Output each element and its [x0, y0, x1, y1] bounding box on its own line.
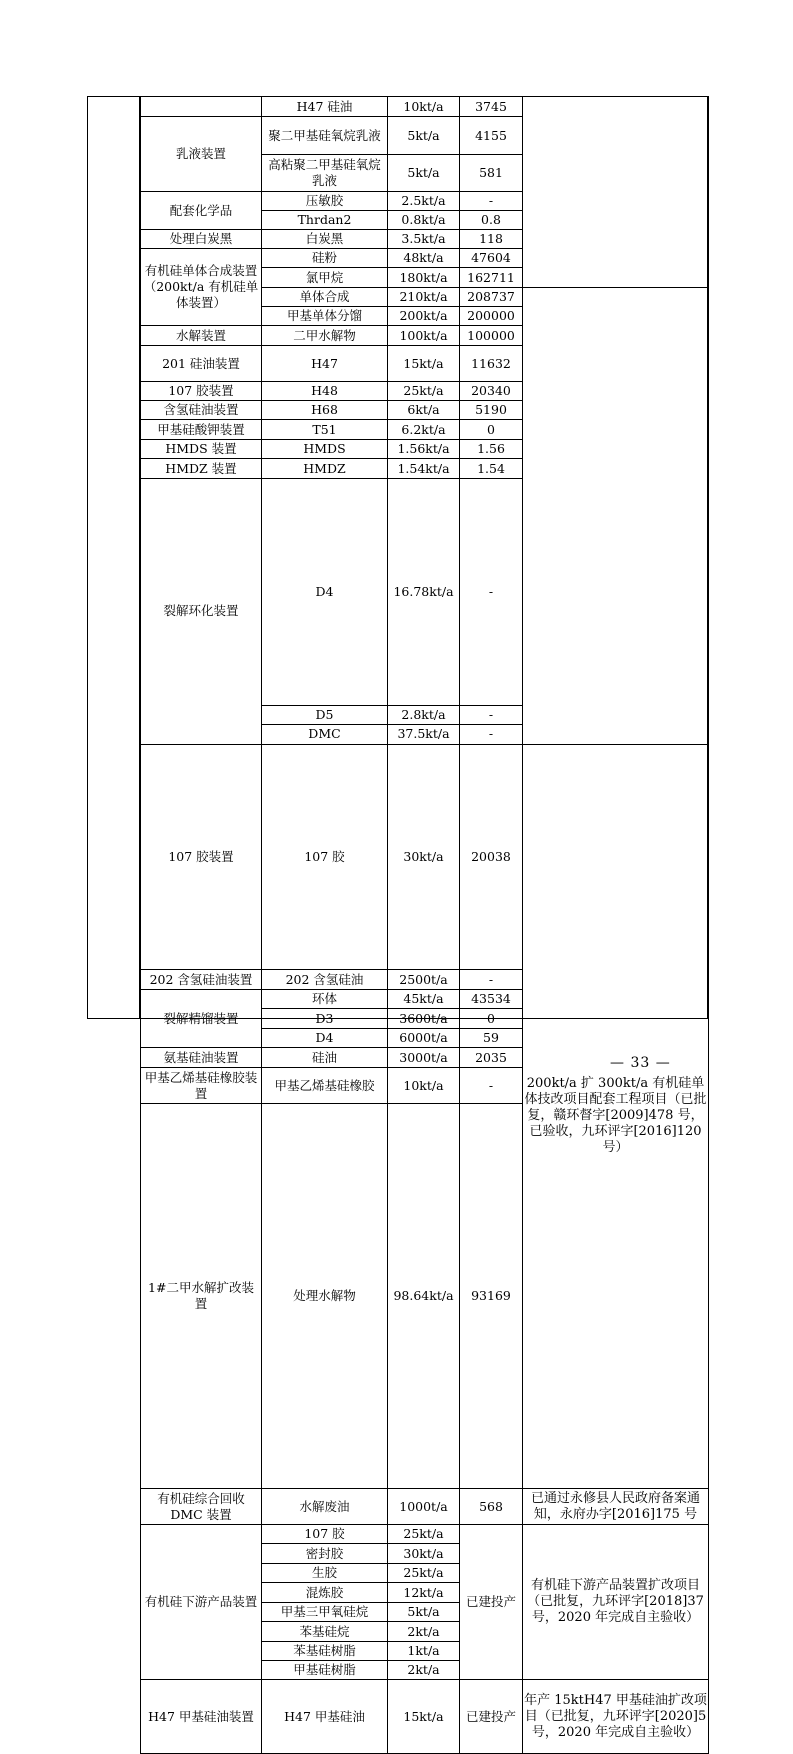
unit-cell: [141, 97, 262, 117]
note-cell: 200kt/a 扩 300kt/a 有机硅单体技改项目配套工程项目（已批复，赣环督字[2009]478 号，已验收，九环评字[2016]120 号）: [523, 744, 709, 1489]
output-cell: 2035: [460, 1048, 523, 1068]
product-cell: 氯甲烷: [262, 268, 388, 288]
output-cell: 3745: [460, 97, 523, 117]
table-row: [141, 459, 709, 479]
product-cell: T51: [262, 420, 388, 440]
product-cell: H47 硅油: [262, 97, 388, 117]
table-row: [141, 1680, 709, 1754]
capacity-cell: 180kt/a: [388, 268, 460, 288]
table-row: [141, 401, 709, 420]
capacity-cell: 25kt/a: [388, 382, 460, 401]
unit-cell: 201 硅油装置: [141, 346, 262, 382]
capacity-cell: 5kt/a: [388, 1603, 460, 1622]
table-row: [141, 346, 709, 382]
output-cell: 已建投产: [460, 1525, 523, 1680]
product-cell: D5: [262, 705, 388, 724]
output-cell: -: [460, 724, 523, 744]
table-row: [141, 479, 709, 706]
unit-cell: 裂解精馏装置: [141, 990, 262, 1048]
product-cell: HMDS: [262, 440, 388, 459]
product-cell: 单体合成: [262, 288, 388, 307]
note-cell: 已通过永修县人民政府备案通知，永府办字[2016]175 号: [523, 1489, 709, 1525]
product-cell: D4: [262, 1029, 388, 1048]
capacity-cell: 3600t/a: [388, 1009, 460, 1029]
unit-cell: 有机硅下游产品装置: [141, 1525, 262, 1680]
output-cell: 200000: [460, 307, 523, 326]
capacity-cell: 12kt/a: [388, 1583, 460, 1603]
product-cell: 甲基乙烯基硅橡胶: [262, 1068, 388, 1104]
output-cell: -: [460, 970, 523, 990]
product-cell: 高粘聚二甲基硅氧烷乳液: [262, 155, 388, 192]
table-row: [141, 420, 709, 440]
capacity-cell: 10kt/a: [388, 97, 460, 117]
product-cell: HMDZ: [262, 459, 388, 479]
production-table-body: [141, 97, 709, 1754]
product-cell: H48: [262, 382, 388, 401]
note-cell: 年产 15ktH47 甲基硅油扩改项目（已批复，九环评字[2020]5 号，2020 年完成自主验收）: [523, 1680, 709, 1754]
product-cell: 甲基硅树脂: [262, 1661, 388, 1680]
unit-cell: H47 甲基硅油装置: [141, 1680, 262, 1754]
unit-cell: HMDZ 装置: [141, 459, 262, 479]
output-cell: 已建投产: [460, 1680, 523, 1754]
table-row: [141, 1525, 709, 1544]
table-row: [141, 744, 709, 970]
product-cell: DMC: [262, 724, 388, 744]
capacity-cell: 1000t/a: [388, 1489, 460, 1525]
output-cell: 0.8: [460, 211, 523, 230]
output-cell: 100000: [460, 326, 523, 346]
output-cell: -: [460, 1068, 523, 1104]
unit-cell: 裂解环化装置: [141, 479, 262, 745]
capacity-cell: 30kt/a: [388, 744, 460, 970]
product-cell: H47 甲基硅油: [262, 1680, 388, 1754]
table-row: [141, 97, 709, 117]
product-cell: H47: [262, 346, 388, 382]
product-cell: 甲基单体分馏: [262, 307, 388, 326]
capacity-cell: 5kt/a: [388, 155, 460, 192]
unit-cell: HMDS 装置: [141, 440, 262, 459]
product-cell: 二甲水解物: [262, 326, 388, 346]
capacity-cell: 30kt/a: [388, 1544, 460, 1564]
left-blank-column: [87, 96, 140, 1019]
note-cell: 有机硅下游产品装置扩改项目（已批复，九环评字[2018]37 号，2020 年完成自主验收）: [523, 1525, 709, 1680]
capacity-cell: 100kt/a: [388, 326, 460, 346]
product-cell: 密封胶: [262, 1544, 388, 1564]
output-cell: 118: [460, 230, 523, 249]
capacity-cell: 3000t/a: [388, 1048, 460, 1068]
product-cell: 107 胶: [262, 1525, 388, 1544]
product-cell: H68: [262, 401, 388, 420]
unit-cell: 202 含氢硅油装置: [141, 970, 262, 990]
output-cell: 0: [460, 1009, 523, 1029]
product-cell: 聚二甲基硅氧烷乳液: [262, 117, 388, 155]
unit-cell: 配套化学品: [141, 192, 262, 230]
capacity-cell: 6000t/a: [388, 1029, 460, 1048]
capacity-cell: 45kt/a: [388, 990, 460, 1009]
capacity-cell: 25kt/a: [388, 1525, 460, 1544]
output-cell: -: [460, 479, 523, 706]
unit-cell: 甲基硅酸钾装置: [141, 420, 262, 440]
product-cell: Thrdan2: [262, 211, 388, 230]
capacity-cell: 16.78kt/a: [388, 479, 460, 706]
table-row: [141, 1489, 709, 1525]
output-cell: -: [460, 192, 523, 211]
unit-cell: 含氢硅油装置: [141, 401, 262, 420]
production-table: [140, 96, 709, 1754]
capacity-cell: 2kt/a: [388, 1622, 460, 1642]
capacity-cell: 15kt/a: [388, 1680, 460, 1754]
product-cell: 107 胶: [262, 744, 388, 970]
product-cell: 混炼胶: [262, 1583, 388, 1603]
note-cell: [523, 97, 709, 288]
capacity-cell: 98.64kt/a: [388, 1104, 460, 1489]
page-number: — 33 —: [610, 1055, 671, 1071]
capacity-cell: 200kt/a: [388, 307, 460, 326]
output-cell: 208737: [460, 288, 523, 307]
capacity-cell: 2.8kt/a: [388, 705, 460, 724]
output-cell: 4155: [460, 117, 523, 155]
output-cell: 581: [460, 155, 523, 192]
output-cell: 568: [460, 1489, 523, 1525]
product-cell: 白炭黑: [262, 230, 388, 249]
unit-cell: 乳液装置: [141, 117, 262, 192]
capacity-cell: 0.8kt/a: [388, 211, 460, 230]
unit-cell: 1#二甲水解扩改装置: [141, 1104, 262, 1489]
output-cell: 20038: [460, 744, 523, 970]
product-cell: 202 含氢硅油: [262, 970, 388, 990]
product-cell: 苯基硅烷: [262, 1622, 388, 1642]
capacity-cell: 2.5kt/a: [388, 192, 460, 211]
output-cell: 1.56: [460, 440, 523, 459]
unit-cell: 有机硅单体合成装置（200kt/a 有机硅单体装置）: [141, 249, 262, 326]
product-cell: 水解废油: [262, 1489, 388, 1525]
capacity-cell: 15kt/a: [388, 346, 460, 382]
product-cell: D3: [262, 1009, 388, 1029]
product-cell: 硅油: [262, 1048, 388, 1068]
unit-cell: 甲基乙烯基硅橡胶装置: [141, 1068, 262, 1104]
output-cell: 59: [460, 1029, 523, 1048]
unit-cell: 氨基硅油装置: [141, 1048, 262, 1068]
capacity-cell: 1.56kt/a: [388, 440, 460, 459]
product-cell: 甲基三甲氧硅烷: [262, 1603, 388, 1622]
product-cell: D4: [262, 479, 388, 706]
capacity-cell: 1.54kt/a: [388, 459, 460, 479]
capacity-cell: 6.2kt/a: [388, 420, 460, 440]
product-cell: 苯基硅树脂: [262, 1642, 388, 1661]
capacity-cell: 2kt/a: [388, 1661, 460, 1680]
output-cell: 93169: [460, 1104, 523, 1489]
output-cell: 43534: [460, 990, 523, 1009]
capacity-cell: 6kt/a: [388, 401, 460, 420]
capacity-cell: 37.5kt/a: [388, 724, 460, 744]
output-cell: 11632: [460, 346, 523, 382]
output-cell: -: [460, 705, 523, 724]
output-cell: 0: [460, 420, 523, 440]
capacity-cell: 25kt/a: [388, 1564, 460, 1583]
output-cell: 5190: [460, 401, 523, 420]
output-cell: 20340: [460, 382, 523, 401]
capacity-cell: 210kt/a: [388, 288, 460, 307]
table-row: [141, 382, 709, 401]
unit-cell: 处理白炭黑: [141, 230, 262, 249]
unit-cell: 有机硅综合回收 DMC 装置: [141, 1489, 262, 1525]
capacity-cell: 1kt/a: [388, 1642, 460, 1661]
product-cell: 环体: [262, 990, 388, 1009]
capacity-cell: 48kt/a: [388, 249, 460, 268]
product-cell: 处理水解物: [262, 1104, 388, 1489]
capacity-cell: 10kt/a: [388, 1068, 460, 1104]
unit-cell: 107 胶装置: [141, 744, 262, 970]
product-cell: 压敏胶: [262, 192, 388, 211]
capacity-cell: 3.5kt/a: [388, 230, 460, 249]
table-row: [141, 326, 709, 346]
unit-cell: 水解装置: [141, 326, 262, 346]
table-row: [141, 440, 709, 459]
output-cell: 1.54: [460, 459, 523, 479]
output-cell: 47604: [460, 249, 523, 268]
output-cell: 162711: [460, 268, 523, 288]
unit-cell: 107 胶装置: [141, 382, 262, 401]
capacity-cell: 2500t/a: [388, 970, 460, 990]
product-cell: 硅粉: [262, 249, 388, 268]
product-cell: 生胶: [262, 1564, 388, 1583]
capacity-cell: 5kt/a: [388, 117, 460, 155]
